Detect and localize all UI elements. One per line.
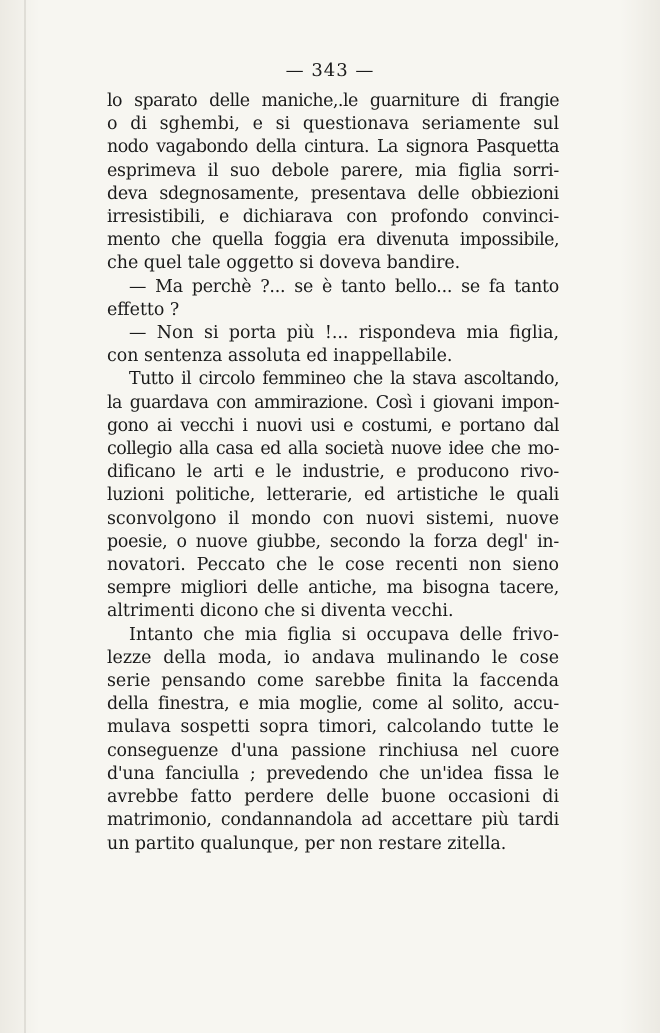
text-line: o di sghembi, e si questionava seriamente sul [107,114,559,135]
text-line: luzioni politiche, letterarie, ed artistiche le quali [107,485,559,506]
text-line: mento che quella foggia era divenuta impossibile, [107,230,559,251]
text-line: nodo vagabondo della cintura. La signora Pasquetta [107,137,559,158]
text-line: sconvolgono il mondo con nuovi sistemi, nuove [107,508,559,529]
text-line: Tutto il circolo femmineo che la stava ascoltando, [129,369,559,390]
text-line: poesie, o nuove giubbe, secondo la forza degl' in- [107,531,559,552]
text-line: — Ma perchè ?... se è tanto bello... se fa tanto [129,276,559,297]
text-line: effetto ? [107,299,180,320]
text-line: dificano le arti e le industrie, e producono rivo- [107,462,559,483]
text-line: sempre migliori delle antiche, ma bisogna tacere, [107,578,559,599]
text-line: avrebbe fatto perdere delle buone occasioni di [107,787,559,808]
text-line: collegio alla casa ed alla società nuove idee che mo- [107,439,559,460]
text-line: la guardava con ammirazione. Così i giovani impon- [107,392,559,413]
text-line: deva sdegnosamente, presentava delle obbiezioni [107,183,559,204]
text-line: matrimonio, condannandola ad accettare più tardi [107,810,559,831]
text-line: con sentenza assoluta ed inappellabile. [107,346,453,367]
text-line: novatori. Peccato che le cose recenti non sieno [107,555,559,576]
text-line: conseguenze d'una passione rinchiusa nel cuore [107,740,559,761]
text-line: — Non si porta più !... rispondeva mia figlia, [129,323,559,344]
text-line: Intanto che mia figlia si occupava delle frivo- [129,624,559,645]
text-line: un partito qualunque, per non restare zitella. [107,833,507,854]
text-line: lezze della moda, io andava mulinando le cose [107,647,559,668]
page-number: — 343 — [285,60,375,81]
text-line: della finestra, e mia moglie, come al solito, accu- [107,694,559,715]
text-line: irresistibili, e dichiarava con profondo convinci- [107,207,559,228]
text-line: gono ai vecchi i nuovi usi e costumi, e portano dal [107,415,559,436]
text-line: serie pensando come sarebbe finita la faccenda [107,671,559,692]
body-text [107,90,559,856]
text-line: esprimeva il suo debole parere, mia figlia sorri- [107,160,559,181]
text-line: mulava sospetti sopra timori, calcolando tutte le [107,717,559,738]
page-gutter [24,0,26,1033]
text-line: d'una fanciulla ; prevedendo che un'idea fissa le [107,763,559,784]
text-line: che quel tale oggetto si doveva bandire. [107,253,461,274]
text-line: lo sparato delle maniche,.le guarniture di frangie [107,91,559,111]
text-line: altrimenti dicono che si diventa vecchi. [107,601,454,622]
